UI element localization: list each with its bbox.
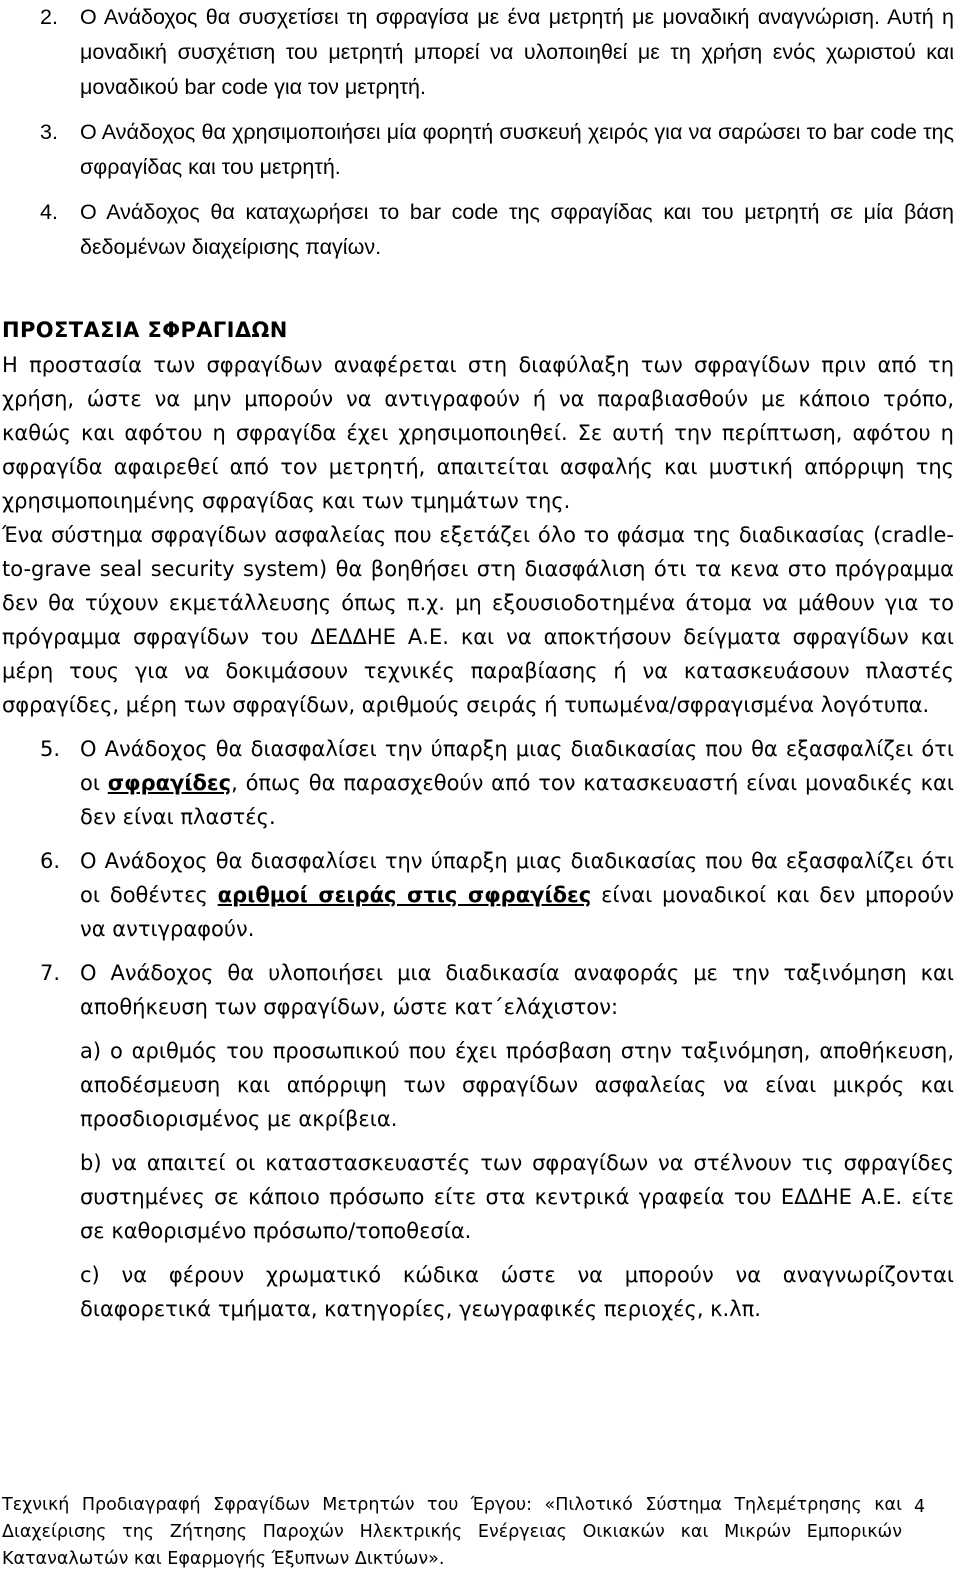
list-item-text: Ο Ανάδοχος θα καταχωρήσει το bar code της σφραγίδας και του μετρητή σε μία βάση δεδομένων διαχείρισης παγίων. — [80, 200, 954, 259]
section-paragraph-2: Ένα σύστημα σφραγίδων ασφαλείας που εξετάζει όλο το φάσμα της διαδικασίας (cradle-to-grave seal security system) θα βοηθήσει στη διασφάλιση ότι τα κενα στο πρόγραμμα δεν θα τύχουν εκμετάλλευσης όπως π.χ. μη εξουσιοδοτημένα άτομα να μάθουν για το πρόγραμμα σφραγίδων του ΔΕΔΔΗΕ Α.Ε. και να αποκτήσουν δείγματα σφραγίδων και μέρη τους για να δοκιμάσουν τεχνικές παραβίασης ή να κατασκευάσουν πλαστές σφραγίδες, μέρη των σφραγίδων, αριθμούς σειράς ή τυπωμένα/σφραγισμένα λογότυπα. — [2, 523, 954, 717]
list-number: 3. — [40, 120, 58, 144]
list-number: 6. — [40, 849, 61, 873]
emphasized-term: σφραγίδες — [107, 771, 232, 795]
list-item-4 — [2, 195, 954, 265]
list-item-text-after: , όπως θα παρασχεθούν από τον κατασκευαστή είναι μοναδικές και δεν είναι πλαστές. — [80, 771, 954, 829]
document-body — [2, 0, 954, 1326]
sub-item-b: b) να απαιτεί οι καταστασκευαστές των σφραγίδων να στέλνουν τις σφραγίδες συστημένες σε κάποιο πρόσωπο είτε στα κεντρικά γραφεία του ΕΔΔΗΕ Α.Ε. είτε σε καθορισμένο πρόσωπο/τοποθεσία. — [80, 1151, 954, 1243]
top-numbered-list — [2, 0, 954, 265]
page-footer: Τεχνική Προδιαγραφή Σφραγίδων Μετρητών του Έργου: «Πιλοτικό Σύστημα Τηλεμέτρησης και Διαχείρισης της Ζήτησης Παροχών Ηλεκτρικής Ενέργειας Οικιακών και Μικρών Εμπορικών Καταναλωτών και Εφαρμογής Έξυπνων Δικτύων». — [2, 1495, 902, 1569]
page-number: 4 — [914, 1497, 926, 1517]
section-heading: ΠΡΟΣΤΑΣΙΑ ΣΦΡΑΓΙΔΩΝ — [2, 318, 288, 342]
list-item-7 — [2, 956, 954, 1024]
sub-item-a: a) ο αριθμός του προσωπικού που έχει πρόσβαση στην ταξινόμηση, αποθήκευση, αποδέσμευση και απόρριψη των σφραγίδων ασφαλείας να είναι μικρός και προσδιορισμένος με ακρίβεια. — [80, 1039, 954, 1131]
list-item-6 — [2, 844, 954, 946]
list-number: 5. — [40, 737, 61, 761]
sub-item-c: c) να φέρουν χρωματικό κώδικα ώστε να μπορούν να αναγνωρίζονται διαφορετικά τμήματα, κατηγορίες, γεωγραφικές περιοχές, κ.λπ. — [80, 1263, 954, 1321]
list-item-3 — [2, 115, 954, 185]
list-number: 4. — [40, 200, 58, 224]
list-number: 7. — [40, 961, 61, 985]
section-paragraph-1: Η προστασία των σφραγίδων αναφέρεται στη διαφύλαξη των σφραγίδων πριν από τη χρήση, ώστε να μην μπορούν να αντιγραφούν ή να παραβιασθούν με κάποιο τρόπο, καθώς και αφότου η σφραγίδα έχει χρησιμοποιηθεί. Σε αυτή την περίπτωση, αφότου η σφραγίδα αφαιρεθεί από τον μετρητή, απαιτείται ασφαλής και μυστική απόρριψη της χρησιμοποιημένης σφραγίδας και των τμημάτων της. — [2, 353, 954, 513]
emphasized-term: αριθμοί σειράς στις σφραγίδες — [217, 883, 592, 907]
list-item-text: Ο Ανάδοχος θα χρησιμοποιήσει μία φορητή συσκευή χειρός για να σαρώσει το bar code της σφραγίδας και του μετρητή. — [80, 120, 954, 179]
list-item-2 — [2, 0, 954, 105]
list-item-5 — [2, 732, 954, 834]
list-item-text: Ο Ανάδοχος θα υλοποιήσει μια διαδικασία αναφοράς με την ταξινόμηση και αποθήκευση των σφραγίδων, ώστε κατ΄ελάχιστον: — [80, 961, 954, 1019]
list-item-text: Ο Ανάδοχος θα συσχετίσει τη σφραγίσα με ένα μετρητή με μοναδική αναγνώριση. Αυτή η μοναδική συσχέτιση του μετρητή μπορεί να υλοποιηθεί με τη χρήση ενός χωριστού και μοναδικού bar code για τον μετρητή. — [80, 5, 954, 99]
list-number: 2. — [40, 5, 58, 29]
list-item-text-before: Ο Ανάδοχος θα διασφαλίσει την ύπαρξη μιας διαδικασίας που θα εξασφαλίζει ότι οι — [80, 737, 954, 795]
list-item-text-before: Ο Ανάδοχος θα διασφαλίσει την ύπαρξη μιας διαδικασίας που θα εξασφαλίζει ότι οι δοθέντες — [80, 849, 954, 907]
list-item-text-after: είναι μοναδικοί και δεν μπορούν να αντιγραφούν. — [80, 883, 954, 941]
